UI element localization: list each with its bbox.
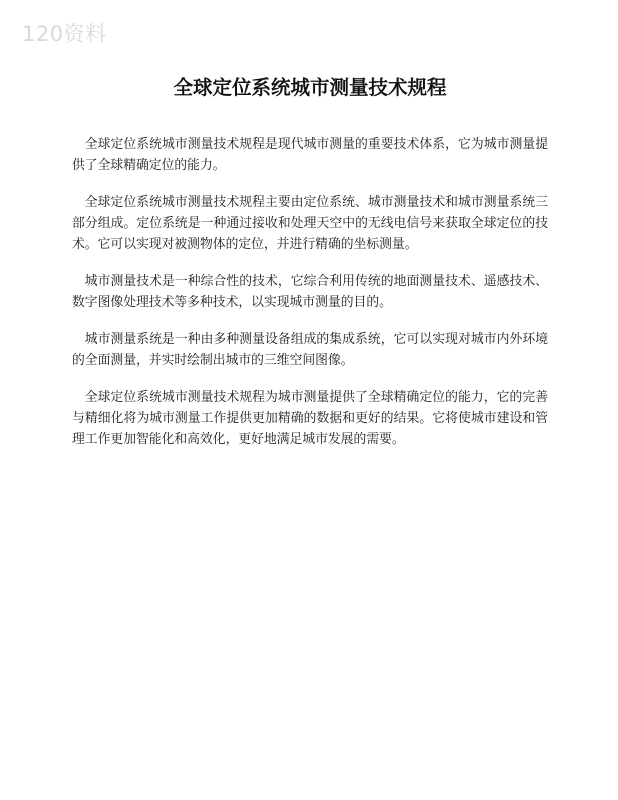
- document-title: 全球定位系统城市测量技术规程: [173, 76, 447, 99]
- paragraph-4: 城市测量系统是一种由多种测量设备组成的集成系统，它可以实现对城市内外环境的全面测量，并实时绘制出城市的三维空间图像。: [72, 332, 548, 368]
- watermark-logo: 120资料: [22, 22, 107, 46]
- document-body: [72, 74, 548, 466]
- paragraph-5: 全球定位系统城市测量技术规程为城市测量提供了全球精确定位的能力，它的完善与精细化将为城市测量工作提供更加精确的数据和更好的结果。它将使城市建设和管理工作更加智能化和高效化，更好地满足城市发展的需要。: [72, 390, 548, 447]
- paragraph-2: 全球定位系统城市测量技术规程主要由定位系统、城市测量技术和城市测量系统三部分组成。定位系统是一种通过接收和处理天空中的无线电信号来获取全球定位的技术。它可以实现对被测物体的定位，并进行精确的坐标测量。: [72, 195, 548, 252]
- paragraph-3: 城市测量技术是一种综合性的技术，它综合利用传统的地面测量技术、遥感技术、数字图像处理技术等多种技术，以实现城市测量的目的。: [72, 274, 548, 310]
- paragraph-1: 全球定位系统城市测量技术规程是现代城市测量的重要技术体系，它为城市测量提供了全球精确定位的能力。: [72, 137, 548, 173]
